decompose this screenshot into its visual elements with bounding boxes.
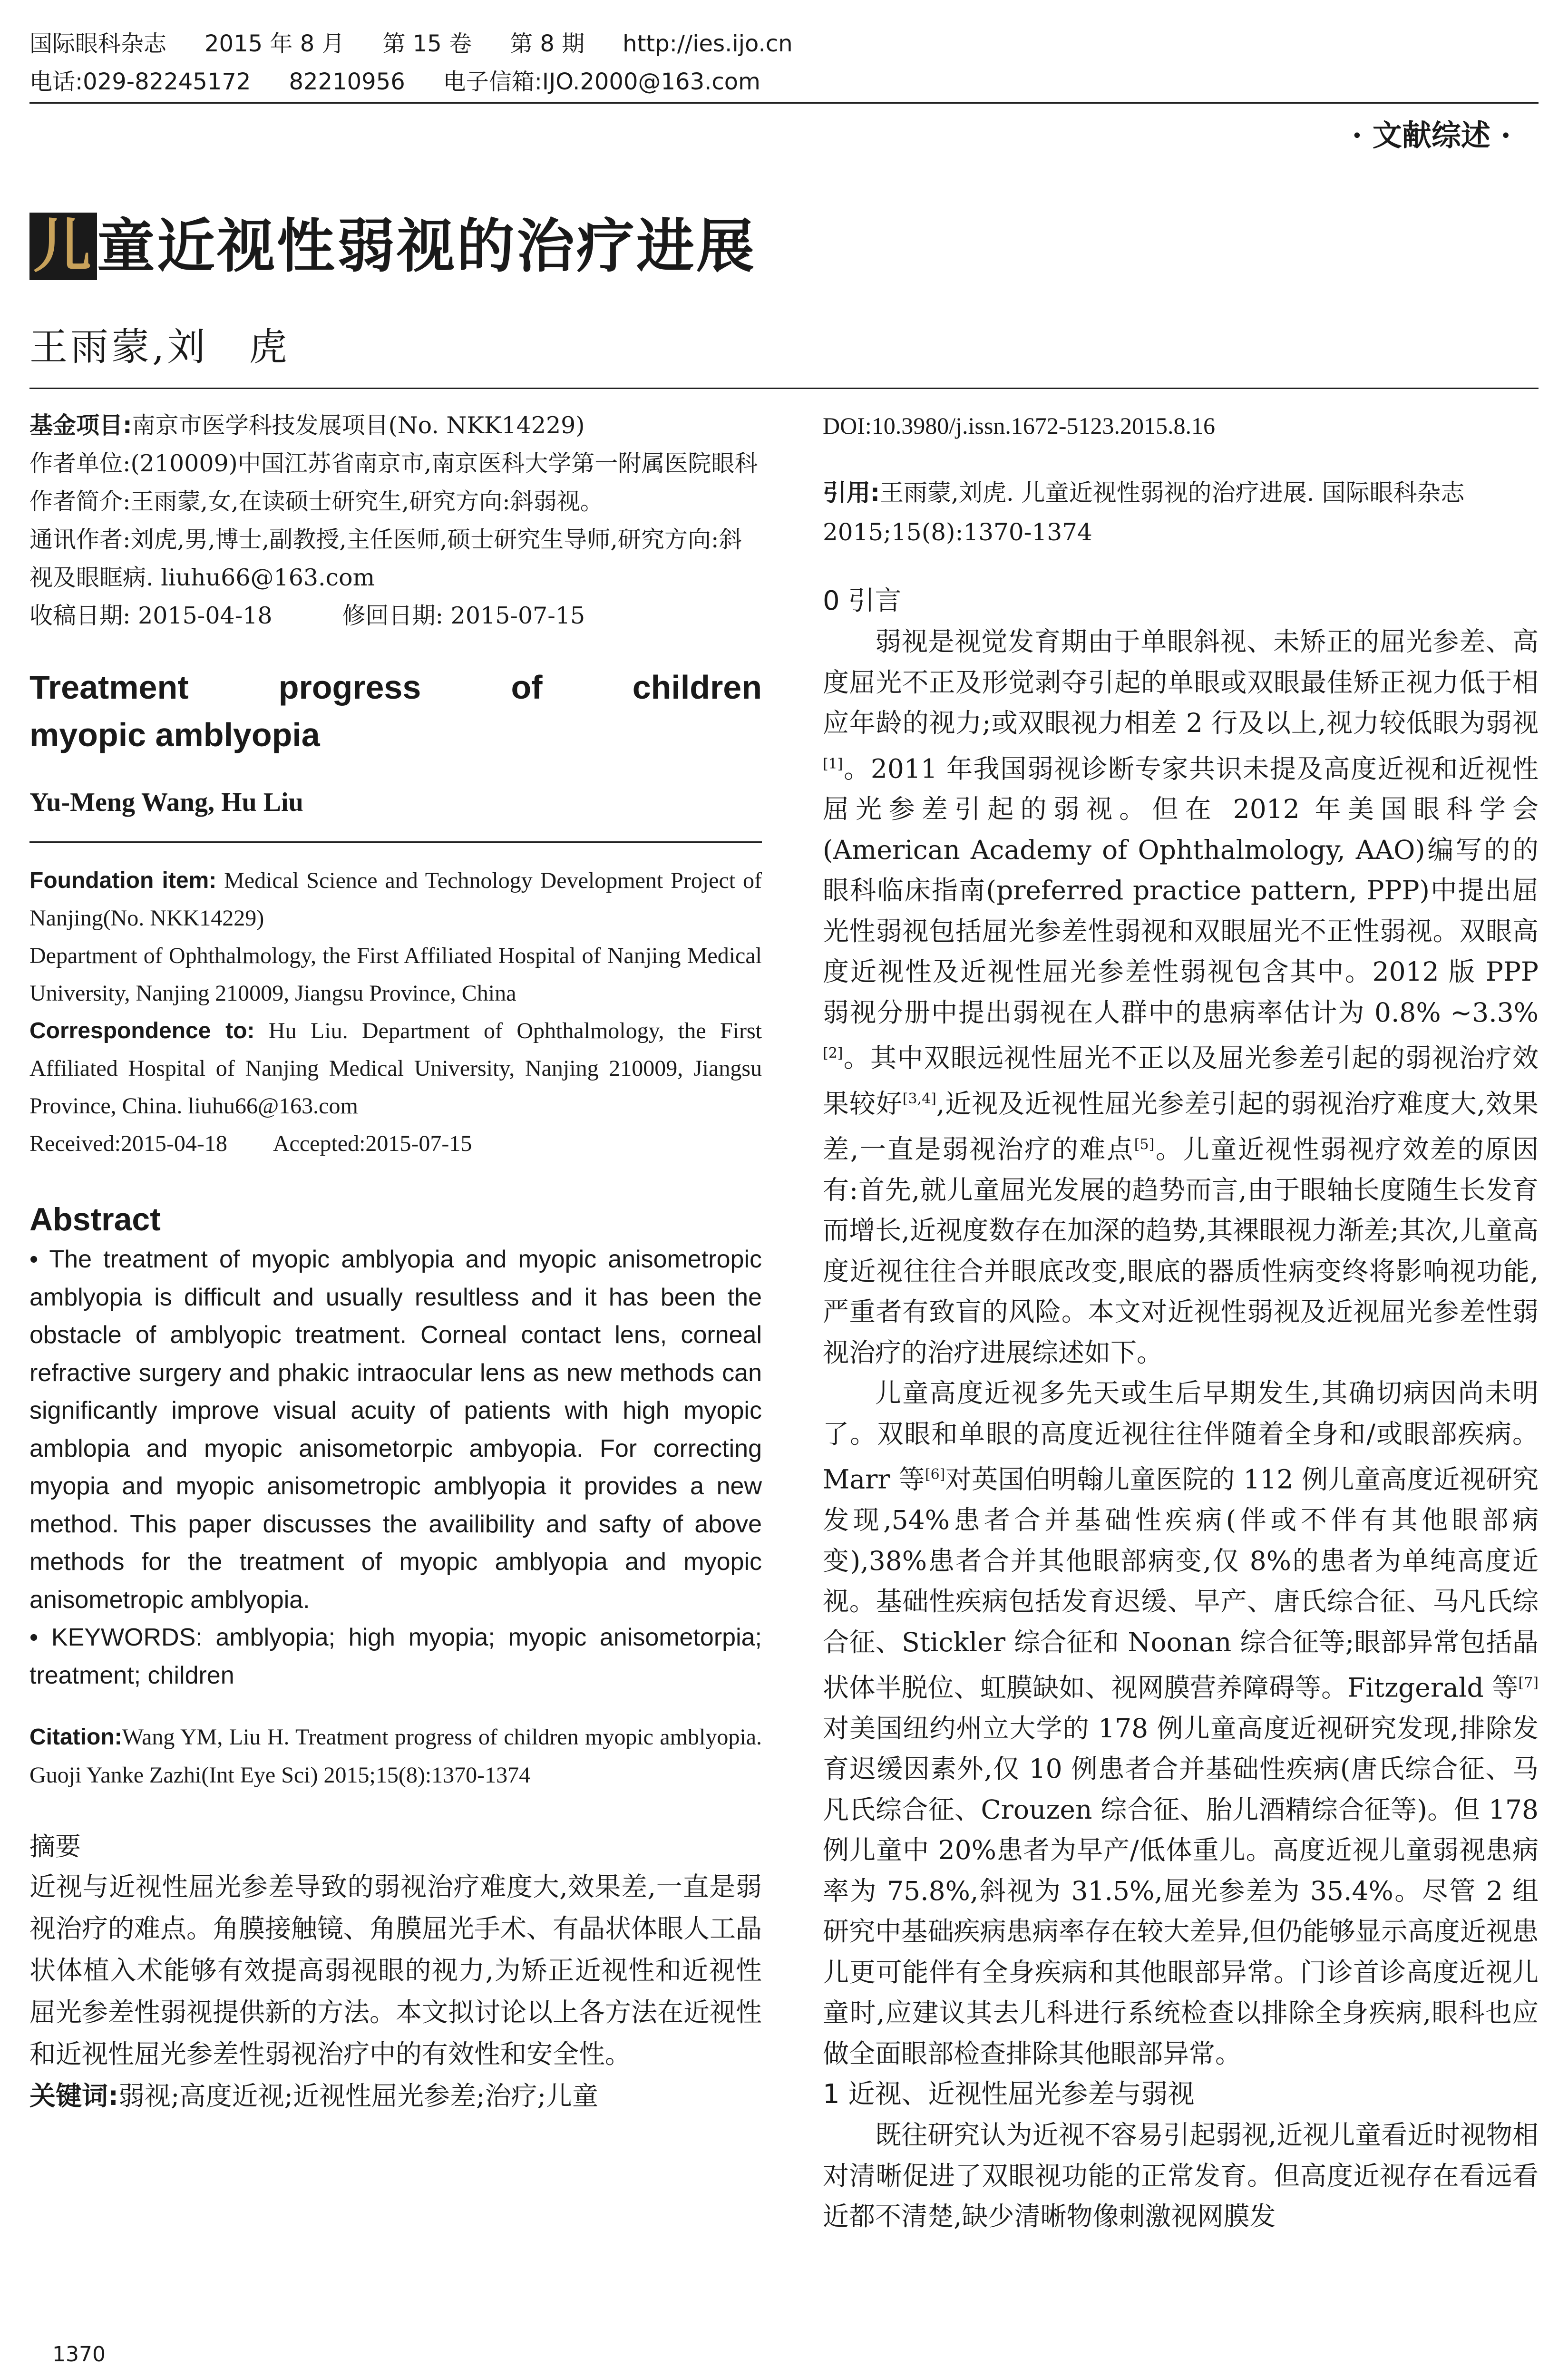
reference-mark[interactable]: [6]: [925, 1466, 945, 1483]
email: 电子信箱:IJO.2000@163.com: [443, 68, 760, 95]
dates-cn: 收稿日期: 2015-04-18 修回日期: 2015-07-15: [29, 602, 585, 629]
english-title-line-2: myopic amblyopia: [29, 716, 320, 753]
header-line-1: [29, 25, 831, 63]
keywords-text: 弱视;高度近视;近视性屈光参差;治疗;儿童: [118, 2081, 599, 2111]
reference-mark[interactable]: [3,4]: [902, 1091, 936, 1108]
volume: 第 15 卷: [382, 30, 472, 57]
intro-heading: 0 引言: [823, 585, 902, 616]
text-run: 儿童高度近视多先天或生后早期发生,其确切病因尚未明了。双眼和单眼的高度近视往往伴随着全身和/或眼部疾病。Marr 等: [823, 1378, 1539, 1495]
zh-abstract-heading: 摘要: [29, 1831, 81, 1861]
section-1-heading: 1 近视、近视性屈光参差与弱视: [823, 2079, 1195, 2110]
citation-label: 引用:: [823, 479, 880, 507]
citation-label: Citation:: [29, 1724, 122, 1750]
correspondence-en: [29, 1012, 762, 1125]
dates-en: Received:2015-04-18 Accepted:2015-07-15: [29, 1131, 472, 1156]
article-metadata: [29, 407, 762, 635]
meta-text: Hu Liu. Department of Ophthalmology, the First Affiliated Hospital of Nanjing Medical University, Nanjing 210009, Jiangsu Province, China. liuhu66@163.com: [29, 1018, 762, 1119]
meta-label: Correspondence to:: [29, 1018, 255, 1043]
citation-en: [29, 1718, 762, 1794]
header-line-2: [29, 63, 831, 101]
text-run: 。其中双眼远视性屈光不正以及屈光参差引起的弱视治疗效果较好: [823, 1042, 1539, 1119]
meta-text: 南京市医学科技发展项目(No. NKK14229): [132, 412, 585, 439]
abstract-text: • The treatment of myopic amblyopia and myopic anisometropic amblyopia is difficult and usually resultless and it has been the obstacle of amblyopic treatment. Corneal contact lens, corneal refractive surgery and phakic intraocular lens as new methods can significantly improve visual acuity of patients with high myopic amblopia and myopic anisometorpic ambyopia. For correcting myopia and myopic anisometropic amblyopia it provides a new method. This paper discusses the availibility and safty of above methods for the treatment of myopic amblyopia and myopic anisometropic amblyopia.: [29, 1246, 762, 1614]
title-rule: [29, 388, 1539, 389]
affiliation-en: Department of Ophthalmology, the First Affiliated Hospital of Nanjing Medical University, Nanjing 210009, Jiangsu Province, China: [29, 943, 762, 1006]
article-title: [29, 200, 756, 283]
english-authors: Yu-Meng Wang, Hu Liu: [29, 788, 303, 817]
keywords-zh: [29, 2075, 762, 2117]
divider: [29, 841, 762, 843]
meta-text: Medical Science and Technology Development Project of Nanjing(No. NKK14229): [29, 868, 762, 931]
title-initial: 儿: [29, 213, 97, 280]
abstract-en: [29, 1241, 762, 1695]
keywords-label: 关键词:: [29, 2081, 118, 2111]
phone: 电话:029-82245172: [29, 68, 251, 95]
citation-text: Wang YM, Liu H. Treatment progress of children myopic amblyopia. Guoji Yanke Zazhi(Int Eye Sci) 2015;15(8):1370-1374: [29, 1724, 762, 1788]
journal-name: 国际眼科杂志: [29, 30, 167, 57]
article-body: [823, 622, 1539, 2074]
paragraph: [823, 1373, 1539, 2074]
text-run: 。2011 年我国弱视诊断专家共识未提及高度近视和近视性屈光参差引起的弱视。但在 2012 年美国眼科学会(American Academy of Ophthalmology, AAO)编写的的眼科临床指南(preferred practice pattern, PPP)中提出屈光性弱视包括屈光参差性弱视和双眼屈光不正性弱视。双眼高度近视性及近视性屈光参差性弱视包含其中。2012 版 PPP 弱视分册中提出弱视在人群中的患病率估计为 0.8% ~3.3%: [823, 753, 1539, 1028]
paragraph: [823, 622, 1539, 1373]
journal-header: [29, 25, 831, 101]
english-metadata: [29, 862, 762, 1162]
foundation-item-cn: [29, 407, 762, 445]
reference-mark[interactable]: [1]: [823, 755, 843, 772]
text-run: 。儿童近视性弱视疗效差的原因有:首先,就儿童屈光发展的趋势而言,由于眼轴长度随生长发育而增长,近视度数存在加深的趋势,其裸眼视力渐差;其次,儿童高度近视往往合并眼底改变,眼底的器质性病变终将影响视功能,严重者有致盲的风险。本文对近视性弱视及近视屈光参差性弱视治疗的治疗进展综述如下。: [823, 1134, 1539, 1368]
reference-mark[interactable]: [2]: [823, 1045, 843, 1062]
reference-mark[interactable]: [5]: [1134, 1136, 1155, 1153]
left-column: [29, 407, 762, 2117]
foundation-item-en: [29, 862, 762, 937]
phone-2: 82210956: [289, 68, 405, 95]
issue-date: 2015 年 8 月: [205, 30, 345, 57]
meta-label: Foundation item:: [29, 868, 217, 893]
correspondence-cn: 通讯作者:刘虎,男,博士,副教授,主任医师,硕士研究生导师,研究方向:斜视及眼眶病. liuhu66@163.com: [29, 526, 742, 591]
affiliation-cn: 作者单位:(210009)中国江苏省南京市,南京医科大学第一附属医院眼科: [29, 450, 758, 477]
text-run: 对英国伯明翰儿童医院的 112 例儿童高度近视研究发现,54%患者合并基础性疾病(伴或不伴有其他眼部病变),38%患者合并其他眼部病变,仅 8%的患者为单纯高度近视。基础性疾病包括发育迟缓、早产、唐氏综合征、马凡氏综合征、Stickler 综合征和 Noonan 综合征等;眼部异常包括晶状体半脱位、虹膜缺如、视网膜营养障碍等。Fitzgerald 等: [823, 1464, 1539, 1703]
meta-label: 基金项目:: [29, 412, 132, 439]
authors: 王雨蒙,刘 虎: [29, 325, 290, 369]
text-run: 对美国纽约州立大学的 178 例儿童高度近视研究发现,排除发育迟缓因素外,仅 10 例患者合并基础性疾病(唐氏综合征、马凡氏综合征、Crouzen 综合征、胎儿酒精综合征等)。但 178 例儿童中 20%患者为早产/低体重儿。高度近视儿童弱视患病率为 75.8%,斜视为 31.5%,屈光参差为 35.4%。尽管 2 组研究中基础疾病患病率存在较大差异,但仍能够显示高度近视患儿更可能伴有全身疾病和其他眼部异常。门诊首诊高度近视儿童时,应建议其去儿科进行系统检查以排除全身疾病,眼科也应做全面眼部检查排除其他眼部异常。: [823, 1713, 1539, 2069]
abstract-heading: Abstract: [29, 1201, 161, 1237]
text-run: 弱视是视觉发育期由于单眼斜视、未矫正的屈光参差、高度屈光不正及形觉剥夺引起的单眼或双眼最佳矫正视力低于相应年龄的视力;或双眼视力相差 2 行及以上,视力较低眼为弱视: [823, 626, 1539, 738]
text-run: ,近视及近视性屈光参差引起的弱视治疗难度大,效果差,一直是弱视治疗的难点: [823, 1088, 1539, 1165]
section-tag: · 文献综述 ·: [1352, 118, 1511, 153]
zh-abstract-text: 近视与近视性屈光参差导致的弱视治疗难度大,效果差,一直是弱视治疗的难点。角膜接触镜、角膜屈光手术、有晶状体眼人工晶状体植入术能够有效提高弱视眼的视力,为矫正近视性和近视性屈光参差性弱视提供新的方法。本文拟讨论以上各方法在近视性和近视性屈光参差性弱视治疗中的有效性和安全性。: [29, 1871, 762, 2069]
journal-url: http://ies.ijo.cn: [623, 30, 793, 57]
citation-zh: [823, 473, 1539, 552]
header-rule: [29, 102, 1539, 104]
citation-text: 王雨蒙,刘虎. 儿童近视性弱视的治疗进展. 国际眼科杂志 2015;15(8):1370-1374: [823, 479, 1465, 546]
right-column: [823, 407, 1539, 2237]
keywords-en: • KEYWORDS: amblyopia; high myopia; myopic anisometorpia; treatment; children: [29, 1624, 762, 1689]
english-title: [29, 663, 762, 759]
author-bio-cn: 作者简介:王雨蒙,女,在读硕士研究生,研究方向:斜弱视。: [29, 488, 604, 515]
issue-number: 第 8 期: [510, 30, 585, 57]
page-number: 1370: [52, 2342, 106, 2367]
doi: DOI:10.3980/j.issn.1672-5123.2015.8.16: [823, 412, 1215, 439]
english-title-line-1: Treatment progress of children: [29, 669, 762, 706]
title-text: 童近视性弱视的治疗进展: [97, 213, 756, 280]
article-body-cont: [823, 2115, 1539, 2237]
paragraph: 既往研究认为近视不容易引起弱视,近视儿童看近时视物相对清晰促进了双眼视功能的正常发育。但高度近视存在看远看近都不清楚,缺少清晰物像刺激视网膜发: [823, 2120, 1539, 2232]
reference-mark[interactable]: [7]: [1518, 1675, 1539, 1692]
abstract-zh: [29, 1866, 762, 2075]
